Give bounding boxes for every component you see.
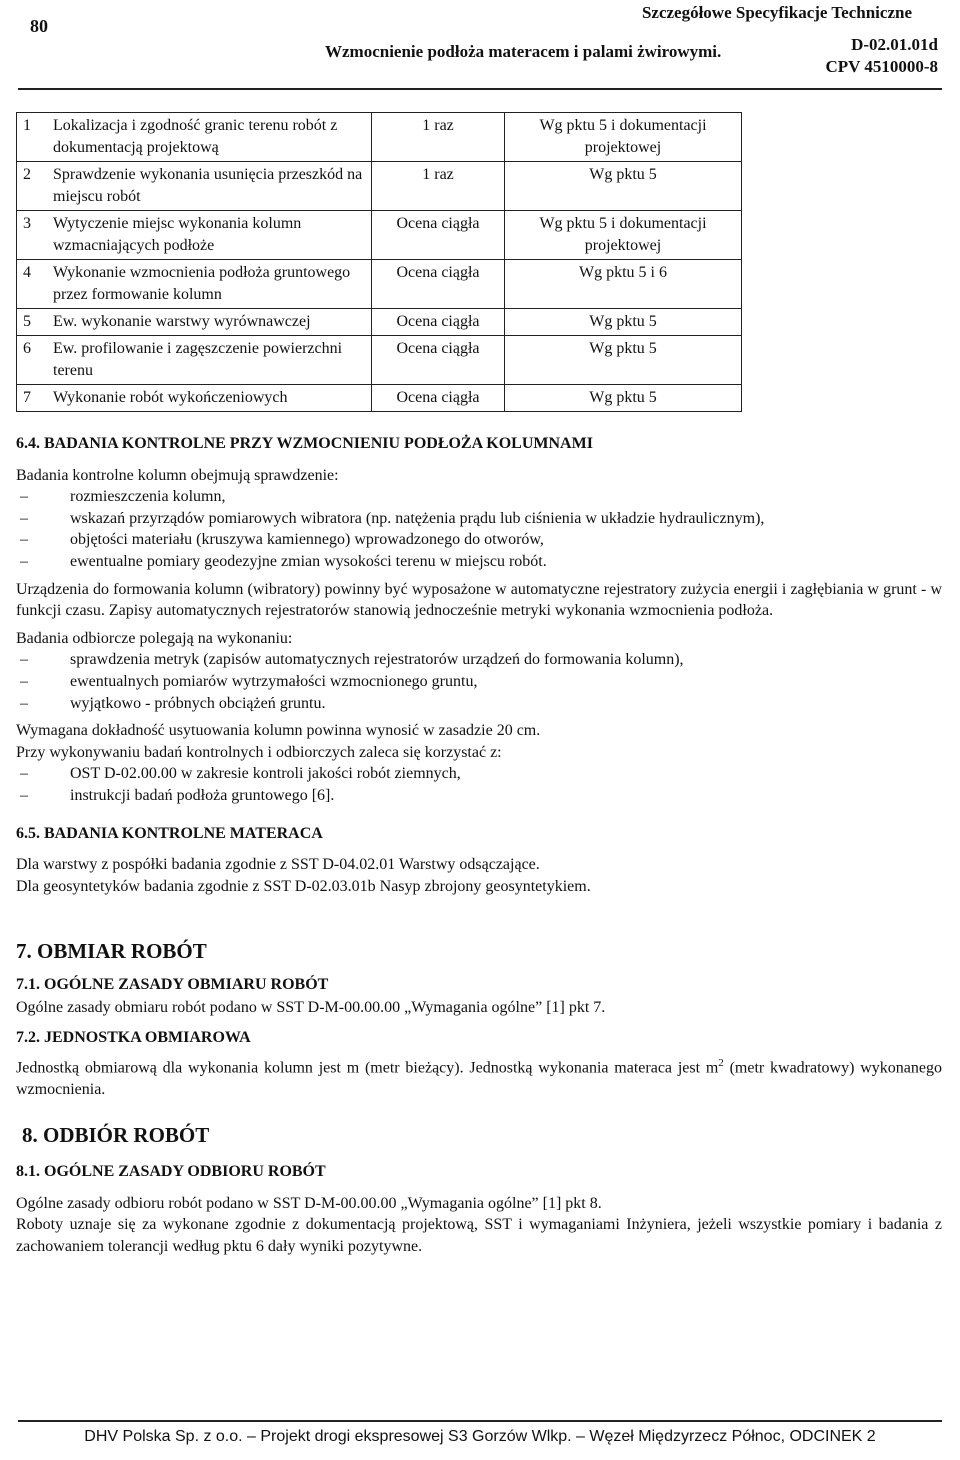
row-frequency: Ocena ciągła [372,260,505,309]
section-7-1-heading: 7.1. OGÓLNE ZASADY OBMIARU ROBÓT [16,975,329,993]
section-8-heading: 8. ODBIÓR ROBÓT [22,1122,210,1147]
table-row [17,113,742,162]
row-frequency: Ocena ciągła [372,309,505,336]
document-subject: Wzmocnienie podłoża materacem i palami żwirowymi. [325,42,722,61]
s64-para2: Wymagana dokładność usytuowania kolumn powinna wynosić w zasadzie 20 cm. [16,722,541,740]
row-reference: Wg pktu 5 [505,309,742,336]
list-item: – wskazań przyrządów pomiarowych wibratora (np. natężenia prądu lub ciśnienia w układzie hydraulicznym), [16,508,942,530]
section-7-2-heading: 7.2. JEDNOSTKA OBMIAROWA [16,1028,251,1046]
list-item: – objętości materiału (kruszywa kamiennego) wprowadzonego do otworów, [16,529,942,551]
section-6-4-heading: 6.4. BADANIA KONTROLNE PRZY WZMOCNIENIU PODŁOŻA KOLUMNAMI [16,435,593,452]
row-frequency: Ocena ciągła [372,211,505,260]
list-item: – instrukcji badań podłoża gruntowego [6]. [16,785,942,807]
row-reference: Wg pktu 5 i dokumentacji projektowej [505,211,742,260]
s64-para1: Urządzenia do formowania kolumn (wibratory) powinny być wyposażone w automatyczne rejestratory zużycia energii i zagłębiania w grunt - w funkcji czasu. Zapisy automatycznych rejestratorów stanowią jednocześnie metryki wykonania wzmocnienia podłoża. [16,580,942,620]
section-6-5-heading: 6.5. BADANIA KONTROLNE MATERACA [16,824,323,842]
row-description: Wytyczenie miejsc wykonania kolumn wzmacniających podłoże [47,211,372,260]
section-7-heading: 7. OBMIAR ROBÓT [16,939,207,964]
cpv-code: CPV 4510000-8 [825,57,938,76]
row-reference: Wg pktu 5 i dokumentacji projektowej [505,113,742,162]
row-number: 6 [17,336,48,385]
document-title: Szczegółowe Specyfikacje Techniczne [641,3,912,22]
list-item: – wyjątkowo - próbnych obciążeń gruntu. [16,693,942,715]
s72-superscript: 2 [718,1057,724,1070]
row-number: 1 [17,113,48,162]
table-row [17,336,742,385]
s81-para-a: Ogólne zasady odbioru robót podano w SST D-M-00.00.00 „Wymagania ogólne” [1] pkt 8. [16,1194,602,1212]
row-reference: Wg pktu 5 [505,385,742,412]
row-frequency: Ocena ciągła [372,336,505,385]
table-row [17,162,742,211]
s81-para-b: Roboty uznaje się za wykonane zgodnie z dokumentacją projektową, SST i wymaganiami Inżyniera, jeżeli wszystkie pomiary i badania z zachowaniem tolerancji według pktu 6 dały wyniki pozytywne. [16,1216,942,1256]
row-reference: Wg pktu 5 [505,162,742,211]
s72-text-a: Jednostką obmiarową dla wykonania kolumn jest m (metr bieżący). Jednostką wykonania materaca jest m [16,1059,719,1077]
table-row [17,309,742,336]
s64-list2 [16,649,942,714]
row-reference: Wg pktu 5 i 6 [505,260,742,309]
row-description: Sprawdzenie wykonania usunięcia przeszkód na miejscu robót [47,162,372,211]
spec-code: D-02.01.01d [851,35,938,54]
row-number: 2 [17,162,48,211]
table-row [17,385,742,412]
header-divider [18,88,942,90]
row-description: Wykonanie wzmocnienia podłoża gruntowego przez formowanie kolumn [47,260,372,309]
control-table [16,112,742,412]
row-description: Wykonanie robót wykończeniowych [47,385,372,412]
row-frequency: Ocena ciągła [372,385,505,412]
row-number: 4 [17,260,48,309]
list-item: – OST D-02.00.00 w zakresie kontroli jakości robót ziemnych, [16,763,942,785]
row-description: Ew. profilowanie i zagęszczenie powierzchni terenu [47,336,372,385]
page-number: 80 [30,16,48,36]
section-8-1-heading: 8.1. OGÓLNE ZASADY ODBIORU ROBÓT [16,1163,326,1181]
s72-para [16,1056,942,1101]
row-description: Ew. wykonanie warstwy wyrównawczej [47,309,372,336]
s64-intro2: Badania odbiorcze polegają na wykonaniu: [16,629,293,647]
list-item: – ewentualnych pomiarów wytrzymałości wzmocnionego gruntu, [16,671,942,693]
row-reference: Wg pktu 5 [505,336,742,385]
content [16,433,942,1258]
row-number: 7 [17,385,48,412]
page-footer: DHV Polska Sp. z o.o. – Projekt drogi ekspresowej S3 Gorzów Wlkp. – Węzeł Międzyrzecz Północ, ODCINEK 2 [18,1420,942,1448]
row-frequency: 1 raz [372,113,505,162]
row-number: 3 [17,211,48,260]
table-row [17,260,742,309]
s64-list3 [16,763,942,806]
row-description: Lokalizacja i zgodność granic terenu robót z dokumentacją projektową [47,113,372,162]
list-item: – sprawdzenia metryk (zapisów automatycznych rejestratorów urządzeń do formowania kolumn), [16,649,942,671]
s64-para3: Przy wykonywaniu badań kontrolnych i odbiorczych zaleca się korzystać z: [16,743,502,761]
s72-text-b: (metr kwadratowy) wykonanego wzmocnienia. [16,1059,942,1099]
row-frequency: 1 raz [372,162,505,211]
s65-line2: Dla geosyntetyków badania zgodnie z SST D-02.03.01b Nasyp zbrojony geosyntetykiem. [16,877,591,895]
list-item: – ewentualne pomiary geodezyjne zmian wysokości terenu w miejscu robót. [16,551,942,573]
list-item: – rozmieszczenia kolumn, [16,486,942,508]
s71-para: Ogólne zasady obmiaru robót podano w SST D-M-00.00.00 „Wymagania ogólne” [1] pkt 7. [16,999,606,1017]
row-number: 5 [17,309,48,336]
s65-line1: Dla warstwy z pospółki badania zgodnie z SST D-04.02.01 Warstwy odsączające. [16,856,540,874]
table-row [17,211,742,260]
s64-intro: Badania kontrolne kolumn obejmują sprawdzenie: [16,466,339,484]
document-code-block [825,34,938,78]
s64-list [16,486,942,572]
